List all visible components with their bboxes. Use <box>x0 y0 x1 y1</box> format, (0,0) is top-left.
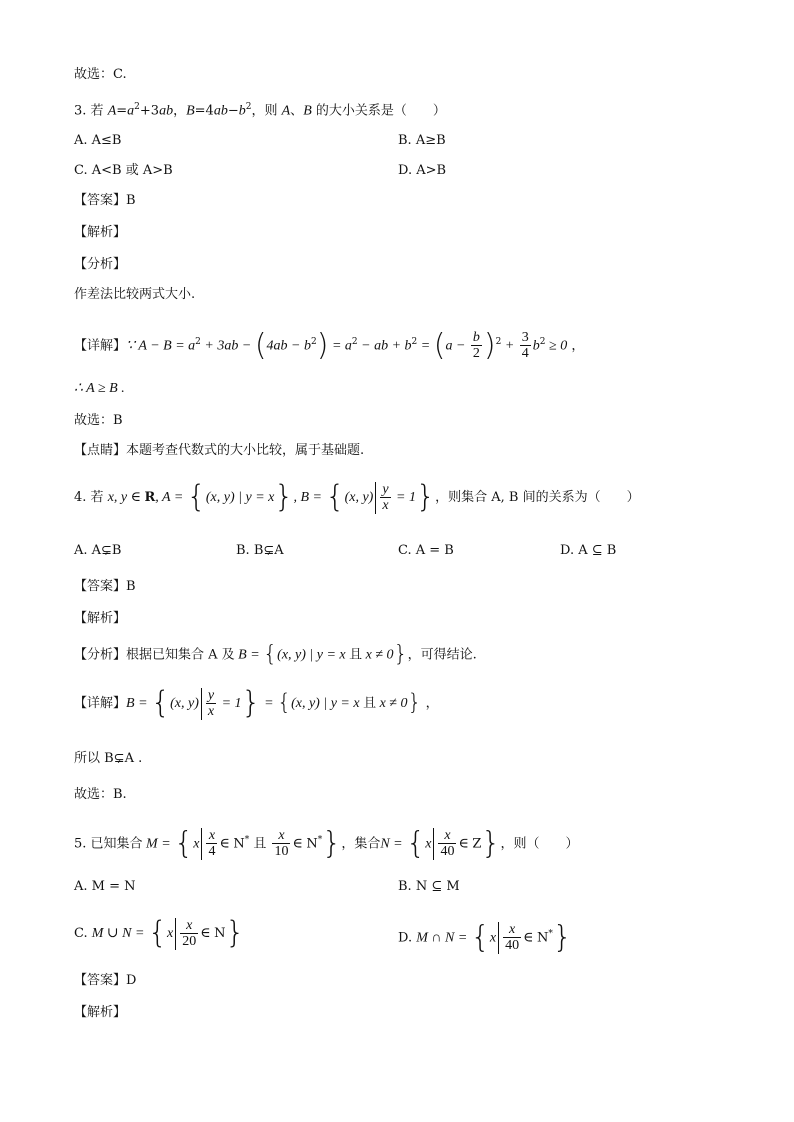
q4-option-c: C. A = B <box>398 543 454 558</box>
q3-option-a: A. A≤B <box>74 133 122 148</box>
q4-conclusion: 所以 B⊊A . <box>74 751 143 766</box>
q3-expr-a: A <box>107 103 117 119</box>
q4-fenxi-pre: 【分析】根据已知集合 A 及 <box>74 647 235 663</box>
q4-fenxi-post: ，可得结论. <box>407 647 477 663</box>
q5-analysis-heading: 【解析】 <box>74 1005 127 1020</box>
q3-sep1: ， <box>173 103 187 119</box>
q3-option-c: C. A<B 或 A>B <box>74 163 173 178</box>
q3-detail: 【详解】∵ $A - B = a^2 + 3ab - (4ab - b^2) = a^2$ − ab + $b^2 = (a$ − $\frac{b}{2}$ )$^2$ + $\frac{3}{4}$ $b^2 \ge 0$ ， <box>74 327 585 363</box>
q4-stem-end: ，则集合 A, B 间的关系为（ ） <box>435 490 640 505</box>
q5-stem-end: ，则（ ） <box>500 836 579 852</box>
q3-analysis-heading: 【解析】 <box>74 225 127 240</box>
q5-option-d-label: D. <box>398 930 413 946</box>
q4-option-d: D. A ⊆ B <box>560 543 617 558</box>
q3-option-b: B. A≥B <box>398 133 446 148</box>
prev-answer-choice: 故选：C. <box>74 67 127 82</box>
q3-choose: 故选：B <box>74 413 123 428</box>
q3-fenxi-text: 作差法比较两式大小. <box>74 287 196 302</box>
q4-option-a: A. A⊊B <box>74 543 122 558</box>
q3-option-d: D. A>B <box>398 163 447 178</box>
q5-option-b: B. N ⊆ M <box>398 879 460 894</box>
q4-detail: 【详解】B = {(x, y) $\frac{y}{x}$ = 1} = {(x, y) | y = x 且 x ≠ 0} ， <box>74 685 439 721</box>
q4-analysis-heading: 【解析】 <box>74 611 127 626</box>
q3-number: 3. 若 <box>74 103 104 119</box>
q5-number: 5. 已知集合 <box>74 836 143 852</box>
q5-mid: ，集合 <box>341 836 381 852</box>
q5-option-d: D. M ∩ N = {x $\frac{x}{40}$ ∈ N*} <box>398 919 572 955</box>
q4-choose: 故选：B. <box>74 787 127 802</box>
q3-sep2: ，则 <box>251 103 278 119</box>
q5-option-a: A. M = N <box>74 879 136 894</box>
q3-comment: 【点睛】本题考查代数式的大小比较，属于基础题. <box>74 443 365 458</box>
q5-answer: 【答案】D <box>74 973 137 988</box>
q4-answer: 【答案】B <box>74 579 136 594</box>
q4-option-b: B. B⊊A <box>236 543 284 558</box>
q3-fenxi-heading: 【分析】 <box>74 257 127 272</box>
q3-answer: 【答案】B <box>74 193 136 208</box>
question-4-stem: 4. 若 x, y ∈ R, A = {(x, y) | y = x}, B = {(x, y) $\frac{y}{x}$ = 1}，则集合 A, B 间的关系为（ ） <box>74 479 640 515</box>
q4-detail-heading: 【详解】 <box>74 696 127 711</box>
q5-option-c: C. M ∪ N = {x $\frac{x}{20}$ ∈ N} <box>74 915 245 951</box>
q3-therefore: ∴ A ≥ B . <box>74 381 125 396</box>
q3-detail-heading: 【详解】 <box>74 338 127 354</box>
q4-fenxi: 【分析】根据已知集合 A 及 B = {(x, y) | y = x 且 x ≠ 0}，可得结论. <box>74 642 477 667</box>
q4-number: 4. 若 <box>74 490 104 505</box>
q5-option-c-label: C. <box>74 926 88 941</box>
question-5-stem: 5. 已知集合 M = {x $\frac{x}{4}$ ∈ N* 且 $\frac{x}{10}$ ∈ N*}，集合N = {x $\frac{x}{40}$ ∈ Z}，则（ ） <box>74 825 579 861</box>
question-3-stem: 3. 若 $A=a^2+3ab$，$B=4ab-b^2$，则 A、B 的大小关系是（ ） <box>74 102 446 119</box>
q3-stem-end: 的大小关系是（ ） <box>315 103 446 119</box>
